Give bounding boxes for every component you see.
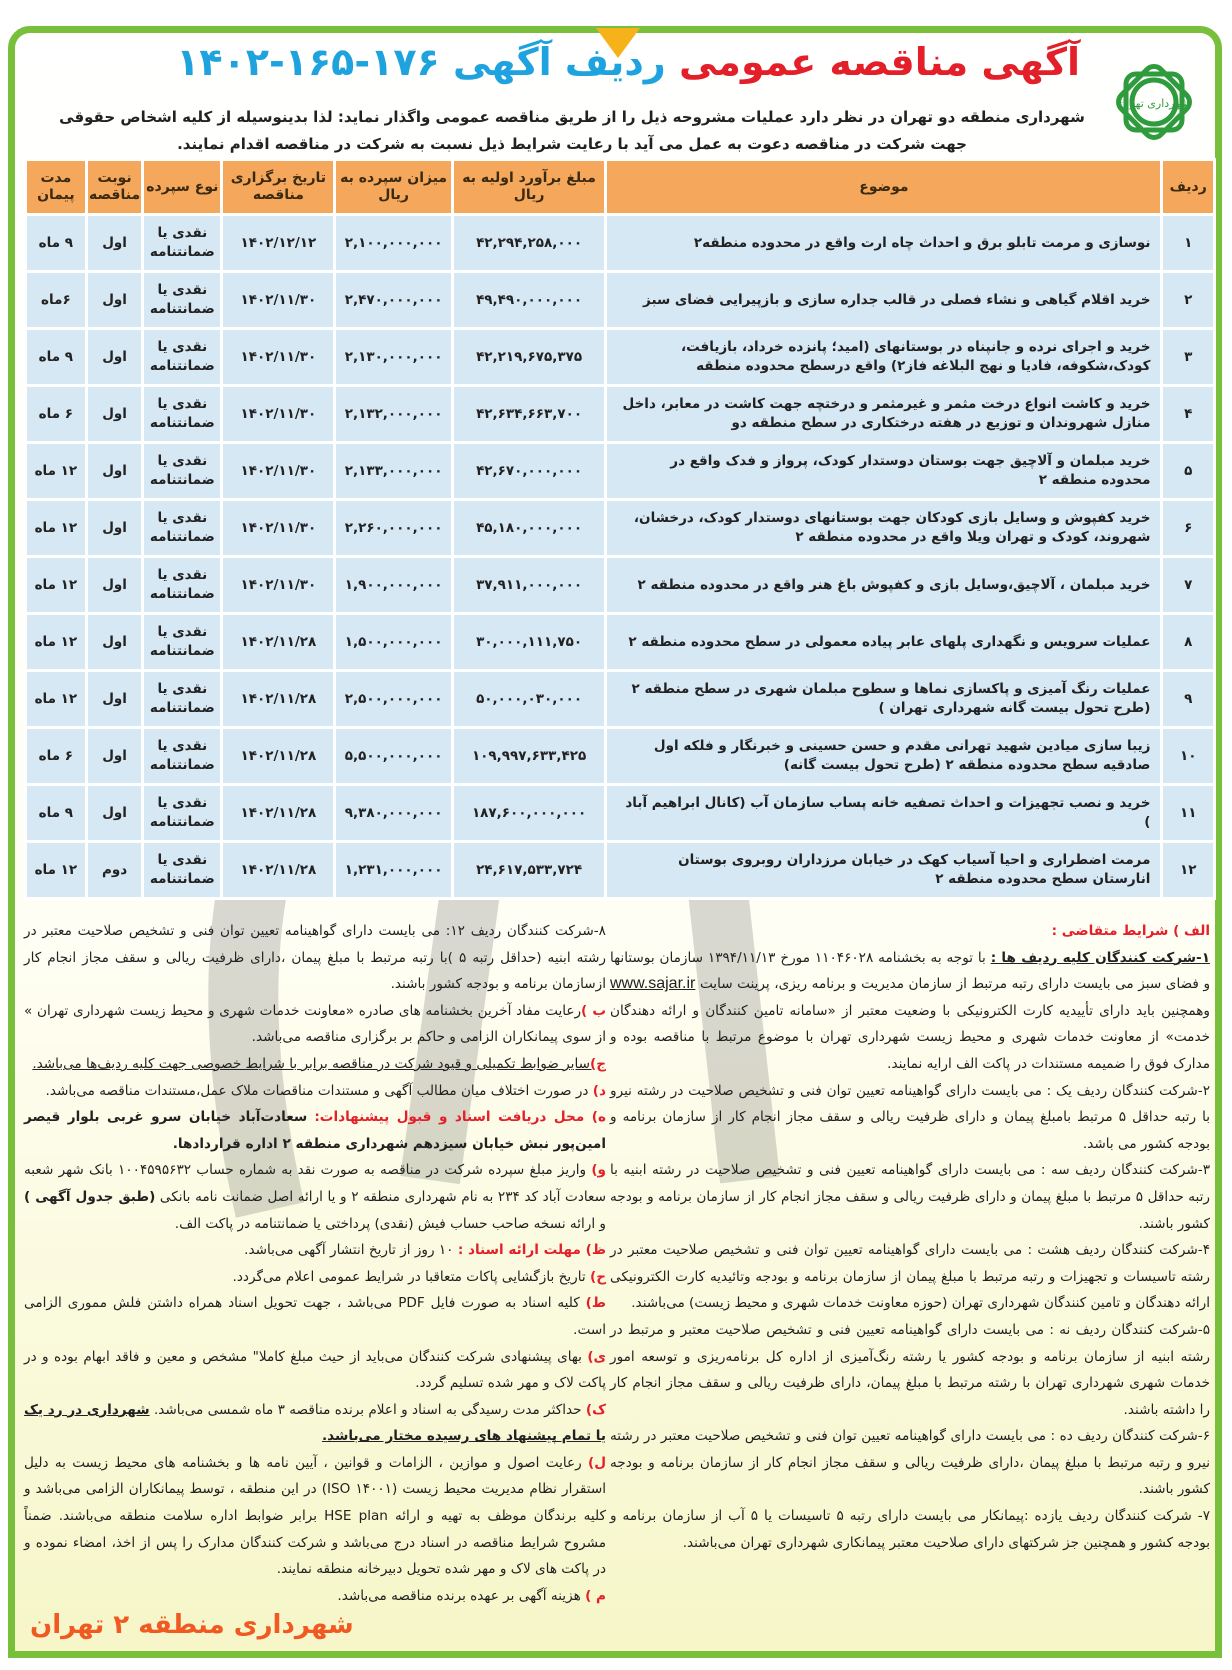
clause-z-label: ظ) مهلت ارائه اسناد : (457, 1242, 606, 1259)
cell-subject: خرید و اجرای نرده و جانپناه در بوستانهای (امید؛ پانزده خرداد، بازیافت، کودک،شکوفه، فادیا و نهج البلاغه فاز۲) واقع درسطح محدوده منطقه (606, 329, 1162, 386)
condition-1 (610, 945, 1210, 1078)
title-main: آگهی مناقصه عمومی (678, 40, 1080, 84)
clause-v-text: واریز مبلغ سپرده شرکت در مناقصه به صورت نقد به شماره حساب ۱۰۰۴۵۹۵۶۳۲ بانک شهر شعبه سعادت آباد کد ۲۳۴ به نام شهرداری منطقه ۲ و یا ارائه اصل ضمانت نامه بانکی (24, 1162, 606, 1205)
cell-deposit-type: نقدی یا ضمانتنامه (143, 215, 222, 272)
clause-h2-label: ح) (589, 1268, 606, 1285)
cell-deposit-type: نقدی یا ضمانتنامه (143, 329, 222, 386)
cell-round: اول (86, 272, 143, 329)
table-row (26, 443, 1215, 500)
cell-deposit: ۲,۱۰۰,۰۰۰,۰۰۰ (335, 215, 452, 272)
condition-5: ۵-شرکت کنندگان ردیف نه : می بایست دارای گواهینامه تعیین فنی و تشخیص صلاحیت معتبر و مرتبط در رشته ابنیه از سازمان برنامه و بودجه کشور یا رشته رنگ‌آمیزی از اداره کل برنامه‌ریزی و توسعه امور خدمات شهری شهرداری تهران با رشته مرتبط با مبلغ پیمان، دارای ظرفیت ریالی و سقف مجاز انجام کار را داشته باشند. (610, 1321, 1210, 1418)
page-title (176, 40, 1080, 84)
clause-h2 (24, 1264, 606, 1291)
cell-subject: خرید مبلمان ، آلاچیق،وسایل بازی و کفپوش باغ هنر واقع در محدوده منطقه ۲ (606, 557, 1162, 614)
conditions-left-column (24, 918, 606, 1609)
cell-deposit-type: نقدی یا ضمانتنامه (143, 842, 222, 899)
clause-h-label: ه) محل دریافت اسناد و قبول پیشنهادات: (314, 1109, 606, 1126)
clause-z (24, 1237, 606, 1264)
cell-subject: خرید و نصب تجهیزات و احداث تصفیه خانه پساب سازمان آب (کانال ابراهیم آباد ) (606, 785, 1162, 842)
clause-v-text-b: و ارائه نسخه صاحب حساب فیش (نقدی) پرداختی یا ضمانتنامه در پاکت الف. (174, 1215, 606, 1232)
title-ad-number: ردیف آگهی ۱۷۶-۱۶۵-۱۴۰۲ (176, 40, 666, 84)
cell-row-number: ۹ (1162, 671, 1215, 728)
cell-date: ۱۴۰۲/۱۱/۲۸ (222, 671, 335, 728)
clause-m (24, 1583, 606, 1610)
clause-v-label: و) (591, 1162, 606, 1179)
tehran-municipality-logo-icon (1104, 52, 1204, 152)
clause-j-text: سایر ضوابط تکمیلی و قیود شرکت در مناقصه برابر با شرایط خصوصی جهت کلیه ردیف‌ها می‌باشد. (32, 1055, 590, 1072)
cell-round: اول (86, 614, 143, 671)
cell-deposit-type: نقدی یا ضمانتنامه (143, 443, 222, 500)
clause-l-label: ل) (587, 1454, 606, 1471)
cell-subject: نوسازی و مرمت تابلو برق و احداث چاه ارت واقع در محدوده منطقه۲ (606, 215, 1162, 272)
cell-deposit: ۹,۳۸۰,۰۰۰,۰۰۰ (335, 785, 452, 842)
table-header-row (26, 160, 1215, 215)
cell-estimate: ۲۴,۶۱۷,۵۳۳,۷۲۴ (452, 842, 606, 899)
cell-row-number: ۴ (1162, 386, 1215, 443)
cell-round: اول (86, 671, 143, 728)
clause-h-text: سعادت‌آباد خیابان سرو غربی بلوار قیصر امین‌پور نبش خیابان سیزدهم شهرداری منطقه ۲ اداره قراردادها. (24, 1109, 606, 1152)
cell-round: اول (86, 386, 143, 443)
condition-8: ۸-شرکت کنندگان ردیف ۱۲: می بایست دارای گواهینامه تعیین توان فنی و تشخیص صلاحیت معتبر در رشته ابنیه (حداقل رتبه ۵ )با رتبه مرتبط با مبلغ پیمان ،دارای ظرفیت ریالی و سقف مجاز انجام کار ازسازمان برنامه و بودجه کشور باشند. (24, 923, 606, 993)
cell-date: ۱۴۰۲/۱۱/۲۸ (222, 614, 335, 671)
conditions-heading: الف ) شرایط متقاضی : (1051, 923, 1210, 939)
clause-k-underlined: شهرداری در رد یک یا تمام پیشنهاد های رسیده مختار می‌باشد. (24, 1401, 606, 1445)
cell-deposit-type: نقدی یا ضمانتنامه (143, 671, 222, 728)
cell-date: ۱۴۰۲/۱۲/۱۲ (222, 215, 335, 272)
cell-estimate: ۴۲,۲۱۹,۶۷۵,۳۷۵ (452, 329, 606, 386)
clause-b-text: رعایت مفاد آخرین بخشنامه های صادره «معاونت خدمات شهری و محیط زیست شهرداری تهران » از سوی پیمانکاران الزامی و حاکم بر برگزاری مناقصه می‌باشد. (24, 1002, 606, 1046)
condition-4: ۴-شرکت کنندگان ردیف هشت : می بایست دارای گواهینامه تعیین توان فنی و تشخیص صلاحیت معتبر در رشته تاسیسات و تجهیزات و رتبه مرتبط با مبلغ پیمان از سازمان برنامه و بودجه وتائیدیه کارت الکترونیکی ارائه دهندگان و تامین کنندگان شهرداری تهران (حوزه معاونت خدمات شهری و محیط زیست) می‌باشند. (610, 1242, 1210, 1312)
clause-t (24, 1290, 606, 1343)
condition-7: ۷- شرکت کنندگان ردیف یازده :پیمانکار می بایست دارای رتبه ۵ تاسیسات یا ۵ آب از سازمان برنامه و بودجه کشور و همچنین جز شرکتهای دارای صلاحیت معتبر پیمانکاری شهرداری تهران می‌باشند. (610, 1508, 1211, 1551)
cell-subject: عملیات سرویس و نگهداری پلهای عابر پیاده معمولی در سطح محدوده منطقه ۲ (606, 614, 1162, 671)
cell-duration: ۹ ماه (26, 329, 87, 386)
condition-6: ۶-شرکت کنندگان ردیف ده : می بایست دارای گواهینامه تعیین توان فنی و تشخیص صلاحیت معتبر در رشته نیرو و رتبه مرتبط با مبلغ پیمان ،دارای ظرفیت ریالی و سقف مجاز انجام کار از سازمان برنامه و بودجه کشور باشند. (610, 1428, 1210, 1498)
cell-deposit: ۲,۱۳۳,۰۰۰,۰۰۰ (335, 443, 452, 500)
clause-d-label: د) (592, 1082, 606, 1099)
clause-t-label: ط) (585, 1295, 607, 1312)
cell-deposit-type: نقدی یا ضمانتنامه (143, 557, 222, 614)
cell-duration: ۶ ماه (26, 386, 87, 443)
col-header-estimate: مبلغ برآورد اولیه به ریال (452, 160, 606, 215)
clause-y-label: ی) (587, 1348, 607, 1365)
signature: شهرداری منطقه ۲ تهران (30, 1610, 354, 1640)
conditions-right-column (610, 918, 1210, 1556)
cell-duration: ۱۲ ماه (26, 500, 87, 557)
col-header-row-number: ردیف (1162, 160, 1215, 215)
clause-k (24, 1397, 606, 1450)
col-header-date: تاریخ برگزاری مناقصه (222, 160, 335, 215)
cell-deposit: ۱,۵۰۰,۰۰۰,۰۰۰ (335, 614, 452, 671)
cell-row-number: ۲ (1162, 272, 1215, 329)
clause-j-label: ج) (589, 1055, 606, 1072)
cell-deposit: ۲,۴۷۰,۰۰۰,۰۰۰ (335, 272, 452, 329)
clause-h2-text: تاریخ بازگشایی پاکات متعاقبا در شرایط عمومی اعلام می‌گردد. (232, 1268, 586, 1285)
cell-subject: خرید مبلمان و آلاچیق جهت بوستان دوستدار کودک، پرواز و فدک واقع در محدوده منطقه ۲ (606, 443, 1162, 500)
logo-text: شهرداری تهران (1118, 97, 1190, 110)
cell-estimate: ۴۲,۲۹۴,۲۵۸,۰۰۰ (452, 215, 606, 272)
clause-b-label: ب ) (581, 1002, 606, 1019)
col-header-deposit-type: نوع سپرده (143, 160, 222, 215)
cell-deposit: ۲,۱۳۰,۰۰۰,۰۰۰ (335, 329, 452, 386)
cell-date: ۱۴۰۲/۱۱/۲۸ (222, 842, 335, 899)
col-header-duration: مدت پیمان (26, 160, 87, 215)
clause-b (24, 998, 606, 1051)
cell-subject: زیبا سازی میادین شهید تهرانی مقدم و حسن حسینی و خبرنگار و فلکه اول صادقیه سطح محدوده منطقه ۲ (طرح تحول بیست گانه) (606, 728, 1162, 785)
cell-duration: ۹ ماه (26, 785, 87, 842)
clause-j (24, 1051, 606, 1078)
condition-1-text-b: وهمچنین باید دارای تأییدیه کارت الکترونیکی با وضعیت معتبر از «سامانه تامین کنندگان و ارائه دهندگان خدمت» از معاونت خدمات شهری و محیط زیست شهرداری تهران با موضوع مرتبط با مناقصه بوده و مدارک فوق را ضمیمه مستندات در پاکت الف ارایه نمایند. (610, 1002, 1210, 1072)
cell-row-number: ۱۰ (1162, 728, 1215, 785)
table-row (26, 272, 1215, 329)
cell-estimate: ۴۲,۶۳۴,۶۶۳,۷۰۰ (452, 386, 606, 443)
condition-2: ۲-شرکت کنندگان ردیف یک : می بایست دارای گواهینامه تعیین توان فنی و تشخیص صلاحیت در رشته نیرو با رتبه حداقل ۵ مرتبط بامبلغ پیمان و دارای ظرفیت ریالی و سقف مجاز انجام کار از سازمان برنامه و بودجه کشور می باشد. (610, 1082, 1210, 1152)
clause-z-text: ۱۰ روز از تاریخ انتشار آگهی می‌باشد. (244, 1242, 454, 1259)
cell-date: ۱۴۰۲/۱۱/۳۰ (222, 386, 335, 443)
sajar-link[interactable]: www.sajar.ir (610, 975, 696, 993)
cell-date: ۱۴۰۲/۱۱/۲۸ (222, 728, 335, 785)
cell-subject: خرید اقلام گیاهی و نشاء فصلی در قالب جداره سازی و بازپیرایی فضای سبز (606, 272, 1162, 329)
cell-estimate: ۱۰۹,۹۹۷,۶۳۳,۴۲۵ (452, 728, 606, 785)
table-row (26, 386, 1215, 443)
cell-round: اول (86, 329, 143, 386)
cell-duration: ۱۲ ماه (26, 614, 87, 671)
cell-row-number: ۱ (1162, 215, 1215, 272)
cell-deposit: ۲,۲۶۰,۰۰۰,۰۰۰ (335, 500, 452, 557)
clause-h (24, 1104, 606, 1157)
table-row (26, 842, 1215, 899)
cell-deposit-type: نقدی یا ضمانتنامه (143, 785, 222, 842)
cell-duration: ۶ماه (26, 272, 87, 329)
cell-date: ۱۴۰۲/۱۱/۳۰ (222, 500, 335, 557)
cell-row-number: ۱۱ (1162, 785, 1215, 842)
clause-k-label: ک) (585, 1401, 606, 1418)
cell-date: ۱۴۰۲/۱۱/۲۸ (222, 785, 335, 842)
cell-duration: ۱۲ ماه (26, 671, 87, 728)
col-header-round: نوبت مناقصه (86, 160, 143, 215)
table-row (26, 728, 1215, 785)
clause-d (24, 1078, 606, 1105)
clause-v (24, 1157, 606, 1237)
table-row (26, 671, 1215, 728)
cell-round: اول (86, 443, 143, 500)
condition-1-head: ۱-شرکت کنندگان کلیه ردیف ها : (990, 949, 1211, 966)
cell-round: اول (86, 728, 143, 785)
condition-3: ۳-شرکت کنندگان ردیف سه : می بایست دارای گواهینامه تعیین فنی و تشخیص صلاحیت در رشته ابنیه با رتبه حداقل ۵ مرتبط با مبلغ پیمان و دارای ظرفیت ریالی و سقف مجاز انجام کار از سازمان برنامه و بودجه کشور باشند. (610, 1162, 1210, 1232)
cell-round: اول (86, 557, 143, 614)
clause-t-text: کلیه اسناد به صورت فایل PDF می‌باشد ، جهت تحویل اسناد همراه داشتن فلش مموری الزامی است. (24, 1295, 606, 1338)
cell-date: ۱۴۰۲/۱۱/۳۰ (222, 272, 335, 329)
cell-subject: عملیات رنگ آمیزی و پاکسازی نماها و سطوح مبلمان شهری در سطح منطقه ۲ (طرح تحول بیست گانه شهرداری تهران ) (606, 671, 1162, 728)
cell-estimate: ۳۰,۰۰۰,۱۱۱,۷۵۰ (452, 614, 606, 671)
cell-duration: ۱۲ ماه (26, 443, 87, 500)
cell-deposit-type: نقدی یا ضمانتنامه (143, 272, 222, 329)
cell-estimate: ۵۰,۰۰۰,۰۳۰,۰۰۰ (452, 671, 606, 728)
clause-v-bold: (طبق جدول آگهی ) (24, 1188, 156, 1205)
table-row (26, 215, 1215, 272)
cell-row-number: ۵ (1162, 443, 1215, 500)
cell-estimate: ۴۲,۶۷۰,۰۰۰,۰۰۰ (452, 443, 606, 500)
cell-deposit-type: نقدی یا ضمانتنامه (143, 728, 222, 785)
tenders-table (24, 158, 1216, 900)
condition-1-text: با توجه به بخشنامه ۱۱۰۴۶۰۲۸ مورخ ۱۳۹۴/۱۱/۱۳ سازمان بوستانها و فضای سبز می بایست دارای رتبه مرتبط از سازمان مدیریت و برنامه ریزی، پرینت سایت (610, 949, 1211, 993)
cell-estimate: ۴۵,۱۸۰,۰۰۰,۰۰۰ (452, 500, 606, 557)
clause-y-text: بهای پیشنهادی شرکت کنندگان می‌باید از حیث مبلغ کاملا" مشخص و معین و فاقد ابهام بوده و در پاکت لاک و مهر شده تسلیم گردد. (24, 1348, 606, 1392)
table-row (26, 557, 1215, 614)
cell-estimate: ۱۸۷,۶۰۰,۰۰۰,۰۰۰ (452, 785, 606, 842)
cell-deposit: ۱,۲۳۱,۰۰۰,۰۰۰ (335, 842, 452, 899)
clause-m-label: م ) (585, 1587, 606, 1604)
cell-deposit-type: نقدی یا ضمانتنامه (143, 500, 222, 557)
cell-date: ۱۴۰۲/۱۱/۳۰ (222, 443, 335, 500)
cell-deposit: ۲,۱۳۲,۰۰۰,۰۰۰ (335, 386, 452, 443)
cell-row-number: ۱۲ (1162, 842, 1215, 899)
cell-duration: ۱۲ ماه (26, 557, 87, 614)
cell-estimate: ۴۹,۴۹۰,۰۰۰,۰۰۰ (452, 272, 606, 329)
clause-d-text: در صورت اختلاف میان مطالب آگهی و مستندات مناقصات ملاک عمل،مستندات مناقصه می‌باشد. (45, 1082, 589, 1099)
cell-subject: خرید کفپوش و وسایل بازی کودکان جهت بوستانهای دوستدار کودک، درخشان، شهروند، کودک و تهران ویلا واقع در محدوده منطقه ۲ (606, 500, 1162, 557)
cell-subject: مرمت اضطراری و احیا آسیاب کهک در خیابان مرزداران روبروی بوستان انارستان سطح محدوده منطقه ۲ (606, 842, 1162, 899)
cell-deposit: ۱,۹۰۰,۰۰۰,۰۰۰ (335, 557, 452, 614)
clause-l (24, 1450, 606, 1583)
cell-deposit: ۵,۵۰۰,۰۰۰,۰۰۰ (335, 728, 452, 785)
table-row (26, 329, 1215, 386)
cell-round: اول (86, 500, 143, 557)
intro-text: شهرداری منطقه دو تهران در نظر دارد عملیات مشروحه ذیل را از طریق مناقصه عمومی واگذار نماید: لذا بدینوسیله از کلیه اشخاص حقوقی جهت شرکت در مناقصه دعوت به عمل می آید با رعایت شرایط ذیل نسبت به شرکت در مناقصه اقدام نمایند. (59, 108, 1085, 153)
col-header-deposit: میزان سپرده به ریال (335, 160, 452, 215)
cell-row-number: ۳ (1162, 329, 1215, 386)
col-header-subject: موضوع (606, 160, 1162, 215)
cell-round: دوم (86, 842, 143, 899)
cell-subject: خرید و کاشت انواع درخت مثمر و غیرمثمر و درختچه جهت کاشت در معابر، داخل منازل شهروندان و توزیع در هفته درختکاری در سطح منطقه دو (606, 386, 1162, 443)
table-row (26, 614, 1215, 671)
table-row (26, 785, 1215, 842)
cell-round: اول (86, 215, 143, 272)
cell-row-number: ۶ (1162, 500, 1215, 557)
cell-date: ۱۴۰۲/۱۱/۳۰ (222, 557, 335, 614)
clause-l-text: رعایت اصول و موازین ، الزامات و قوانین ، آیین نامه ها و بخشنامه های محیط زیست به دلیل استقرار نظام مدیریت محیط زیست (ISO ۱۴۰۰۱) در این منطقه ، توسط پیمانکاران الزامی می‌باشد و کلیه برندگان موظف به تهیه و ارائه HSE plan برابر ضوابط اداره سلامت منطقه می‌باشند. ضمناً مشروح شرایط مناقصه در اسناد درج می‌باشد و شرکت کنندگان مدارک را پس از اخذ، امضاء نموده و در پاکت های لاک و مهر شده تحویل دبیرخانه منطقه نمایند. (24, 1454, 607, 1578)
clause-y (24, 1344, 606, 1397)
cell-estimate: ۳۷,۹۱۱,۰۰۰,۰۰۰ (452, 557, 606, 614)
cell-duration: ۶ ماه (26, 728, 87, 785)
table-row (26, 500, 1215, 557)
cell-row-number: ۸ (1162, 614, 1215, 671)
cell-deposit-type: نقدی یا ضمانتنامه (143, 386, 222, 443)
clause-k-text: حداکثر مدت رسیدگی به اسناد و اعلام برنده مناقصه ۳ ماه شمسی می‌باشد. (153, 1401, 582, 1418)
clause-m-text: هزینه آگهی بر عهده برنده مناقصه می‌باشد. (337, 1587, 581, 1604)
cell-duration: ۹ ماه (26, 215, 87, 272)
cell-duration: ۱۲ ماه (26, 842, 87, 899)
cell-row-number: ۷ (1162, 557, 1215, 614)
cell-round: اول (86, 785, 143, 842)
cell-deposit: ۲,۵۰۰,۰۰۰,۰۰۰ (335, 671, 452, 728)
cell-deposit-type: نقدی یا ضمانتنامه (143, 614, 222, 671)
cell-date: ۱۴۰۲/۱۱/۳۰ (222, 329, 335, 386)
